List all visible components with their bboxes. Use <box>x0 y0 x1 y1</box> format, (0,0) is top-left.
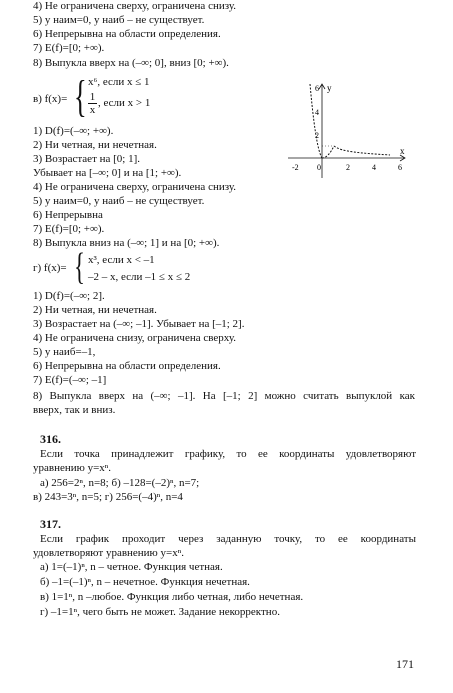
piecewise-label: г) f(x)= <box>33 262 67 274</box>
piecewise-case: –2 – x, если –1 ≤ x ≤ 2 <box>88 271 191 283</box>
answer-line: в) 1=1ⁿ, n –любое. Функция либо четная, либо нечетная. <box>40 591 304 603</box>
text-line: 2) Ни четная, ни нечетная. <box>33 139 157 151</box>
text-line: 5) y наим=0, y наиб – не существует. <box>33 14 205 26</box>
fraction-denominator: x <box>89 104 96 116</box>
text-line: 4) Не ограничена снизу, ограничена сверху. <box>33 332 236 344</box>
y-tick-label: 2 <box>315 131 319 140</box>
y-tick-label: 6 <box>315 84 319 93</box>
x-tick-label: -2 <box>292 163 299 172</box>
curve-power <box>310 84 322 158</box>
answer-line: а) 256=2ⁿ, n=8; б) –128=(–2)ⁿ, n=7; <box>40 477 200 489</box>
text-line: 8) Выпукла вверх на (–∞; 0], вниз [0; +∞). <box>33 57 229 69</box>
x-tick-label: 2 <box>346 163 350 172</box>
brace-symbol: { <box>74 246 85 288</box>
text-line: 6) Непрерывна <box>33 209 103 221</box>
x-tick-label: 4 <box>372 163 376 172</box>
text-line: 1) D(f)=(–∞; 2]. <box>33 290 105 302</box>
text-line: 1) D(f)=(–∞; +∞). <box>33 125 114 137</box>
answer-line: а) 1=(–1)ⁿ, n – четное. Функция четная. <box>40 561 223 573</box>
page-number: 171 <box>396 657 414 671</box>
function-graph <box>280 78 410 182</box>
text-line: вверх, так и вниз. <box>33 404 116 416</box>
curve-hyperbola <box>334 146 390 155</box>
text-line: 5) y наим=0, y наиб – не существует. <box>33 195 205 207</box>
text-line: 6) Непрерывна на области определения. <box>33 28 221 40</box>
piecewise-case-condition: , если x > 1 <box>98 97 151 109</box>
brace-symbol: { <box>74 72 87 121</box>
piecewise-case: x³, если x < –1 <box>88 254 155 266</box>
text-line: 4) Не ограничена сверху, ограничена снизу. <box>33 181 236 193</box>
text-line: Убывает на [–∞; 0] и на [1; +∞). <box>33 167 182 179</box>
task-text: уравнению y=xⁿ. <box>33 462 112 474</box>
task-number: 317. <box>40 517 61 531</box>
piecewise-case: x⁶, если x ≤ 1 <box>88 76 150 88</box>
y-axis-label: y <box>327 83 332 93</box>
x-tick-label: 0 <box>317 163 321 172</box>
fraction-numerator: 1 <box>89 91 96 103</box>
task-text: удовлетворяют уравнению y=xⁿ. <box>33 547 184 559</box>
text-line: 3) Возрастает на [0; 1]. <box>33 153 141 165</box>
piecewise-label: в) f(x)= <box>33 93 68 105</box>
text-line: 7) E(f)=[0; +∞). <box>33 42 105 54</box>
y-tick-label: 4 <box>315 108 319 117</box>
x-axis-label: x <box>400 146 405 156</box>
text-line: 3) Возрастает на (–∞; –1]. Убывает на [–1; 2]. <box>33 318 245 330</box>
text-line: 4) Не ограничена сверху, ограничена снизу. <box>33 0 236 12</box>
text-line: 8) Выпукла вниз на (–∞; 1] и на [0; +∞). <box>33 237 220 249</box>
text-line: 7) E(f)=(–∞; –1] <box>33 374 107 386</box>
text-line: 7) E(f)=[0; +∞). <box>33 223 105 235</box>
text-line: 2) Ни четная, ни нечетная. <box>33 304 157 316</box>
task-text: Если точка принадлежит графику, то ее координаты удовлетворяют <box>40 448 416 460</box>
answer-line: б) –1=(–1)ⁿ, n – нечетное. Функция нечетная. <box>40 576 250 588</box>
text-line: 8) Выпукла вверх на (–∞; –1]. На [–1; 2] можно считать выпуклой как <box>33 390 415 402</box>
curve-power-right <box>322 146 334 158</box>
text-line: 5) y наиб=–1, <box>33 346 96 358</box>
text-line: 6) Непрерывна на области определения. <box>33 360 221 372</box>
task-text: Если график проходит через заданную точку, то ее координаты <box>40 533 416 545</box>
fraction <box>88 91 97 116</box>
answer-line: г) –1=1ⁿ, чего быть не может. Задание некорректно. <box>40 606 280 618</box>
x-tick-label: 6 <box>398 163 402 172</box>
task-number: 316. <box>40 432 61 446</box>
answer-line: в) 243=3ⁿ, n=5; г) 256=(–4)ⁿ, n=4 <box>33 491 183 503</box>
